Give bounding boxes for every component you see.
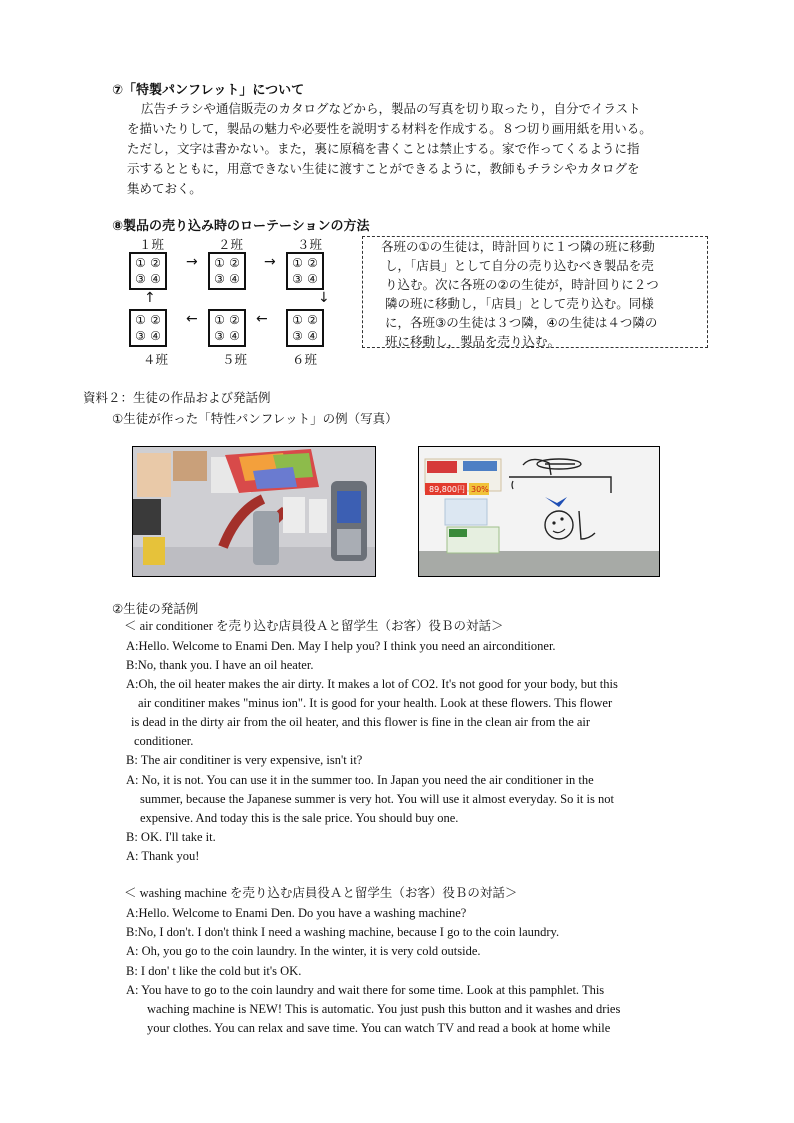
photo-discount-text: 30% <box>471 485 489 494</box>
seat-2: ② <box>150 313 161 327</box>
dialog1-line: B: The air conditiner is very expensive, isn't it? <box>126 753 363 767</box>
group-label-1: １班 <box>139 237 165 252</box>
group-label-2: ２班 <box>218 237 244 252</box>
dialog1-line: is dead in the dirty air from the oil heater, and this flower is fine in the clean air from the air <box>131 715 591 729</box>
section7-heading: ⑦「特製パンフレット」について <box>112 83 305 98</box>
arrow-right: → <box>264 254 276 270</box>
seat-3: ③ <box>292 329 303 343</box>
seat-2: ② <box>307 313 318 327</box>
box-line: し，「店員」として自分の売り込むべき製品を売 <box>385 258 654 273</box>
group-box-4 <box>129 309 167 347</box>
seat-3: ③ <box>135 272 146 286</box>
pamphlet-photo-right <box>418 446 660 577</box>
section7-body <box>127 99 652 199</box>
pamphlet-washer-image <box>419 447 660 577</box>
seat-3: ③ <box>292 272 303 286</box>
group-box-6 <box>286 309 324 347</box>
dialog1-line: summer, because the Japanese summer is very hot. You will use it almost everyday. So it is not <box>140 792 614 806</box>
seat-1: ① <box>135 256 146 270</box>
arrow-right: → <box>186 254 198 270</box>
photo-price-text: 89,800円 <box>429 485 465 494</box>
dialog2-line: your clothes. You can relax and save time. You can watch TV and read a book at home while <box>147 1021 611 1035</box>
seat-1: ① <box>214 256 225 270</box>
seat-2: ② <box>229 313 240 327</box>
box-line: に，各班③の生徒は３つ隣，④の生徒は４つ隣の <box>385 315 658 330</box>
section7-line: 集めておく。 <box>127 181 202 196</box>
seat-4: ④ <box>150 272 161 286</box>
seat-1: ① <box>135 313 146 327</box>
section7-line: を描いたりして，製品の魅力や必要性を説明する材料を作成する。８つ切り画用紙を用いる。 <box>127 121 652 136</box>
pamphlet-collage-image <box>133 447 376 577</box>
dialog1-line: expensive. And today this is the sale price. You should buy one. <box>140 811 459 825</box>
group-label-5: ５班 <box>222 352 248 367</box>
group-box-2 <box>208 252 246 290</box>
box-line: 班に移動し，製品を売り込む。 <box>385 334 561 349</box>
seat-3: ③ <box>214 329 225 343</box>
group-box-1 <box>129 252 167 290</box>
seat-1: ① <box>214 313 225 327</box>
seat-1: ① <box>292 313 303 327</box>
arrow-down: ↓ <box>318 290 330 306</box>
arrow-left: ← <box>256 311 268 327</box>
section8-heading: ⑧製品の売り込み時のローテーションの方法 <box>112 219 370 234</box>
group-label-3: ３班 <box>297 237 323 252</box>
arrow-left: ← <box>186 311 198 327</box>
dialog1-line: air conditiner makes "minus ion". It is good for your health. Look at these flowers. This flower <box>138 696 613 710</box>
dialog2-title: ＜ washing machine を売り込む店員役Ａと留学生（お客）役Ｂの対話＞ <box>124 886 518 900</box>
dialog1-line: conditioner. <box>134 734 194 748</box>
material2-title: 資料２：生徒の作品および発話例 <box>83 390 271 405</box>
seat-3: ③ <box>214 272 225 286</box>
dialog1-line: B: OK. I'll take it. <box>126 830 216 844</box>
seat-2: ② <box>229 256 240 270</box>
dialog1-line: A:Oh, the oil heater makes the air dirty. It makes a lot of CO2. It's not good for your body, but this <box>126 677 618 691</box>
seat-4: ④ <box>229 272 240 286</box>
dialog1-line: A: No, it is not. You can use it in the summer too. In Japan you need the air conditioner in the <box>126 773 594 787</box>
dialog1-line: A: Thank you! <box>126 849 200 863</box>
section7-line: 示するとともに，用意できない生徒に渡すことができるように，教師もチラシやカタログを <box>127 161 640 176</box>
dialog2-line: A: You have to go to the coin laundry and wait there for some time. Look at this pamphlet. This <box>126 983 605 997</box>
arrow-up: ↑ <box>144 290 156 306</box>
group-label-6: ６班 <box>292 352 318 367</box>
dialog1-title: ＜ air conditioner を売り込む店員役Ａと留学生（お客）役Ｂの対話＞ <box>124 619 504 633</box>
box-line: 隣の班に移動し，「店員」として売り込む。同様 <box>385 296 654 311</box>
seat-1: ① <box>292 256 303 270</box>
group-label-4: ４班 <box>143 352 169 367</box>
seat-4: ④ <box>229 329 240 343</box>
dialog2-line: waching machine is NEW! This is automatic. You just push this button and it washes and dries <box>147 1002 621 1016</box>
section7-line: 広告チラシや通信販売のカタログなどから，製品の写真を切り取ったり，自分でイラスト <box>141 101 641 116</box>
seat-2: ② <box>150 256 161 270</box>
dialog1-line: A:Hello. Welcome to Enami Den. May I help you? I think you need an airconditioner. <box>126 639 556 653</box>
group-box-3 <box>286 252 324 290</box>
dialog2-line: A:Hello. Welcome to Enami Den. Do you have a washing machine? <box>126 906 467 920</box>
section7-line: ただし，文字は書かない。また，裏に原稿を書くことは禁止する。家で作ってくるように指 <box>127 141 640 156</box>
box-line: 各班の①の生徒は，時計回りに１つ隣の班に移動 <box>381 239 655 254</box>
dialog2-line: A: Oh, you go to the coin laundry. In the winter, it is very cold outside. <box>126 944 481 958</box>
dialog2-line: B: I don' t like the cold but it's OK. <box>126 964 302 978</box>
seat-3: ③ <box>135 329 146 343</box>
box-line: り込む。次に各班の②の生徒が，時計回りに２つ <box>385 277 659 292</box>
rotation-explanation-box <box>362 236 708 348</box>
seat-4: ④ <box>150 329 161 343</box>
group-box-5 <box>208 309 246 347</box>
pamphlet-photo-left <box>132 446 376 577</box>
material2-sub1: ①生徒が作った「特性パンフレット」の例（写真） <box>112 411 398 426</box>
material2-sub2: ②生徒の発話例 <box>112 601 199 616</box>
dialog1-line: B:No, thank you. I have an oil heater. <box>126 658 314 672</box>
seat-4: ④ <box>307 272 318 286</box>
dialog2-line: B:No, I don't. I don't think I need a washing machine, because I go to the coin laundry. <box>126 925 560 939</box>
seat-2: ② <box>307 256 318 270</box>
seat-4: ④ <box>307 329 318 343</box>
